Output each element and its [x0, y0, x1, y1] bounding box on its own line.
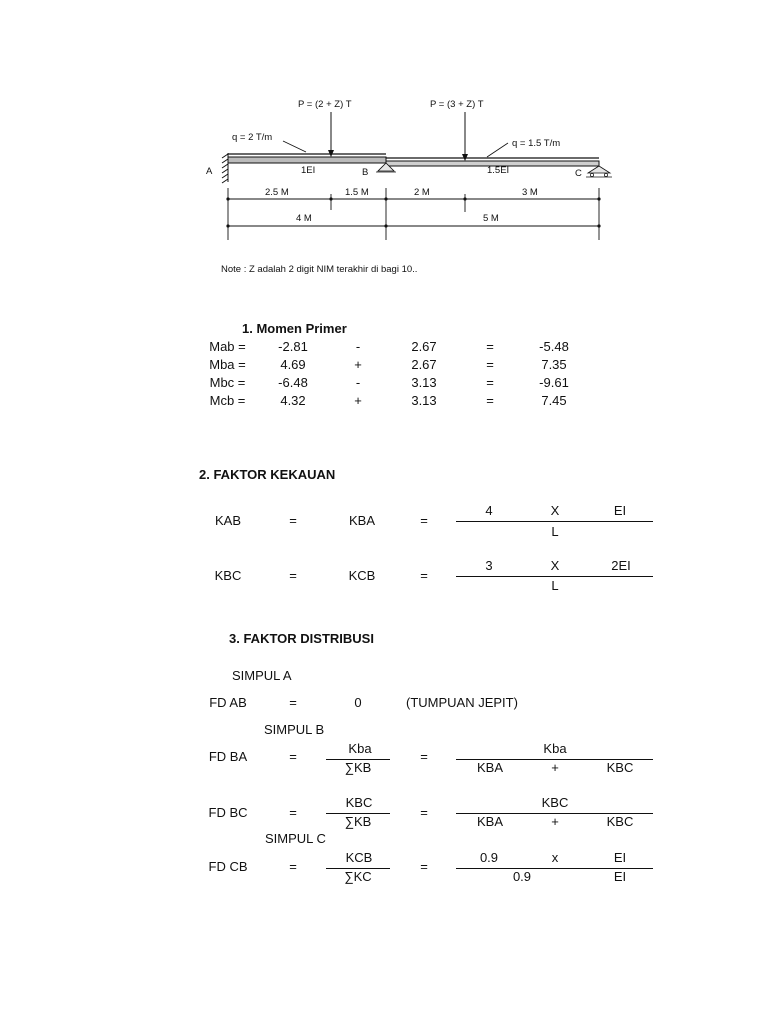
fraction-bar [456, 576, 653, 577]
section2-title: 2. FAKTOR KEKAUAN [199, 467, 336, 482]
row-value-a: -2.81 [278, 339, 308, 354]
fraction-times: X [550, 558, 560, 573]
fraction-num-1: 3 [485, 558, 493, 573]
row-result: -9.61 [539, 375, 569, 390]
equals-sign: = [289, 695, 297, 710]
point-load-p2-arrow [462, 112, 468, 161]
equals-sign: = [289, 805, 297, 820]
fraction-times: x [551, 850, 559, 865]
row-result: 7.45 [541, 393, 567, 408]
fraction-num-2: EI [613, 850, 627, 865]
section3-title: 3. FAKTOR DISTRIBUSI [229, 631, 374, 646]
row-value-a: -6.48 [278, 375, 308, 390]
row-operator: + [354, 357, 362, 372]
dim-label: 4 M [296, 213, 312, 224]
fraction-times: X [550, 503, 560, 518]
fd-ab-label: FD AB [209, 695, 247, 710]
row-label: Mcb = [209, 393, 246, 408]
row-label: Mbc = [209, 375, 246, 390]
fraction-den-term: KBC [606, 760, 634, 775]
row-equals: = [486, 357, 494, 372]
simpul-c-heading: SIMPUL C [265, 831, 326, 846]
kba-label: KBA [348, 513, 375, 528]
dim-label: 2 M [414, 187, 430, 198]
row-equals: = [486, 339, 494, 354]
fraction-num-2: EI [613, 503, 627, 518]
dim-label: 1.5 M [345, 187, 369, 198]
equals-sign: = [420, 859, 428, 874]
fd-ba-label: FD BA [208, 749, 248, 764]
simpul-a-heading: SIMPUL A [232, 668, 292, 683]
fraction-num: Kba [348, 741, 372, 756]
row-value-b: 3.13 [411, 393, 437, 408]
dim-label: 5 M [483, 213, 499, 224]
beam-diagram [0, 0, 768, 290]
row-value-b: 2.67 [411, 339, 437, 354]
fd-ab-value: 0 [354, 695, 362, 710]
row-value-b: 3.13 [411, 375, 437, 390]
fraction-bar [456, 521, 653, 522]
equals-sign: = [289, 859, 297, 874]
dim-label: 3 M [522, 187, 538, 198]
fraction-den: L [551, 578, 559, 593]
fraction-den-term: KBA [476, 814, 503, 829]
fd-cb-label: FD CB [208, 859, 248, 874]
row-operator: - [355, 375, 361, 390]
row-equals: = [486, 375, 494, 390]
fraction-den: ∑KB [344, 760, 372, 775]
fraction-den-op: + [551, 760, 559, 775]
load-p1-label: P = (2 + Z) T [298, 99, 352, 110]
row-label: Mba = [209, 357, 246, 372]
equals-sign: = [420, 513, 428, 528]
fraction-den: ∑KC [344, 869, 372, 884]
load-q2-label: q = 1.5 T/m [512, 138, 561, 149]
equals-sign: = [289, 749, 297, 764]
kbc-label: KBC [214, 568, 242, 583]
load-q1-label: q = 2 T/m [232, 132, 273, 143]
node-a-label: A [206, 166, 213, 177]
section1-title: 1. Momen Primer [242, 321, 347, 336]
kcb-label: KCB [348, 568, 376, 583]
equals-sign: = [420, 568, 428, 583]
row-value-a: 4.69 [280, 357, 306, 372]
fixed-support-a [222, 153, 228, 183]
fraction-den: ∑KB [344, 814, 372, 829]
load-p2-label: P = (3 + Z) T [430, 99, 484, 110]
node-c-label: C [575, 168, 582, 179]
equals-sign: = [420, 805, 428, 820]
diagram-note: Note : Z adalah 2 digit NIM terakhir di bagi 10.. [221, 264, 418, 275]
dim-label: 2.5 M [265, 187, 289, 198]
fraction-num-1: 4 [485, 503, 493, 518]
stiffness-bc-label: 1.5EI [487, 165, 510, 176]
row-result: 7.35 [541, 357, 567, 372]
node-b-label: B [362, 167, 369, 178]
fd-ab-note: (TUMPUAN JEPIT) [406, 695, 518, 710]
fraction-num-1: 0.9 [479, 850, 499, 865]
simpul-b-heading: SIMPUL B [264, 722, 325, 737]
row-equals: = [486, 393, 494, 408]
fraction-den-term: KBC [606, 814, 634, 829]
equals-sign: = [420, 749, 428, 764]
row-label: Mab = [209, 339, 246, 354]
fraction-num: KBC [345, 795, 373, 810]
fraction-num: Kba [543, 741, 567, 756]
row-operator: - [355, 339, 361, 354]
beam-ab [228, 157, 386, 163]
fraction-den-1: 0.9 [512, 869, 532, 884]
row-value-b: 2.67 [411, 357, 437, 372]
fraction-den: L [551, 524, 559, 539]
equals-sign: = [289, 568, 297, 583]
fraction-den-op: + [551, 814, 559, 829]
fd-bc-label: FD BC [208, 805, 248, 820]
fraction-den-term: KBA [476, 760, 503, 775]
fraction-den-2: EI [613, 869, 627, 884]
fraction-num-2: 2EI [611, 558, 631, 573]
row-result: -5.48 [539, 339, 569, 354]
equals-sign: = [289, 513, 297, 528]
point-load-p1-arrow [328, 112, 334, 157]
row-operator: + [354, 393, 362, 408]
fraction-num: KCB [345, 850, 373, 865]
kab-label: KAB [214, 513, 241, 528]
roller-support-c [586, 166, 612, 177]
stiffness-ab-label: 1EI [301, 165, 316, 176]
row-value-a: 4.32 [280, 393, 306, 408]
fraction-num: KBC [541, 795, 569, 810]
